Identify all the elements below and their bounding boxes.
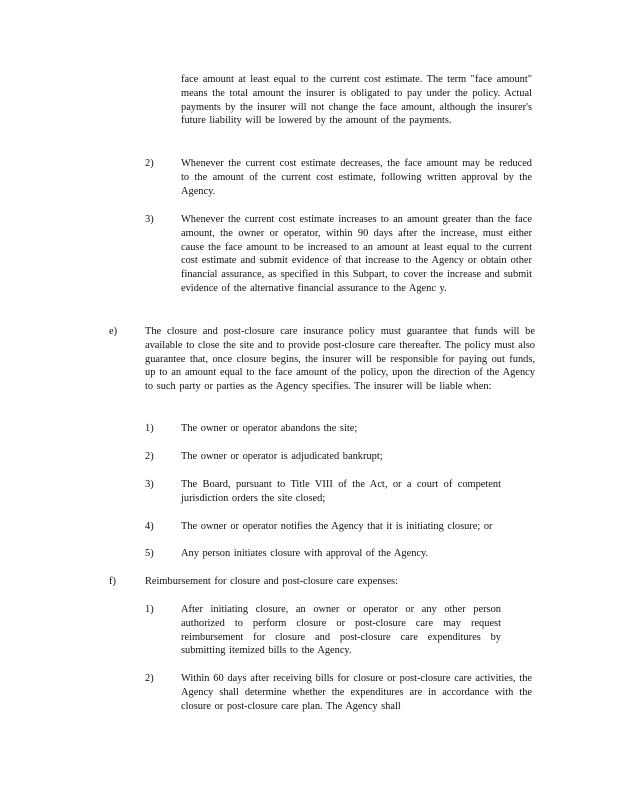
item-text: The owner or operator abandons the site; xyxy=(181,423,358,434)
item-marker: 4) xyxy=(145,521,154,532)
item-marker: 1) xyxy=(145,604,154,615)
item-text: The owner or operator notifies the Agency that it is initiating closure; or xyxy=(181,521,493,532)
item-text: Within 60 days after receiving bills for closure or post-closure care activities, the Agency shall determine whether the expenditures are in accordance with the closure or post-closure care plan. The Agency shall xyxy=(181,673,532,712)
item-marker: 2) xyxy=(145,451,154,462)
item-marker: 3) xyxy=(145,214,154,225)
continuation-paragraph: face amount at least equal to the current cost estimate. The term "face amount" means the total amount the insurer is obligated to pay under the policy. Actual payments by the insurer will not change the face amount, although the insurer's future liability will be lowered by the amount of the payments. xyxy=(181,74,532,127)
item-text: After initiating closure, an owner or operator or any other person authorized to perform closure or post-closure care may request reimbursement for closure and post-closure care expenditures by submitting itemized bills to the Agency. xyxy=(181,604,501,657)
item-marker: 5) xyxy=(145,548,154,559)
item-marker: 2) xyxy=(145,158,154,169)
section-e-marker: e) xyxy=(109,326,118,337)
item-text: The Board, pursuant to Title VIII of the Act, or a court of competent jurisdiction orders the site closed; xyxy=(181,479,501,504)
item-marker: 3) xyxy=(145,479,154,490)
section-e-text: The closure and post-closure care insurance policy must guarantee that funds will be available to close the site and to provide post-closure care thereafter. The policy must also guarantee that, once closure begins, the insurer will be responsible for paying out funds, up to an amount equal to the face amount of the policy, upon the direction of the Agency to such party or parties as the Agency specifies. The insurer will be liable when: xyxy=(145,326,535,393)
item-text: Whenever the current cost estimate decreases, the face amount may be reduced to the amount of the current cost estimate, following written approval by the Agency. xyxy=(181,158,532,197)
item-text: The owner or operator is adjudicated bankrupt; xyxy=(181,451,383,462)
item-marker: 2) xyxy=(145,673,154,684)
section-f-marker: f) xyxy=(109,576,116,587)
section-f-heading: Reimbursement for closure and post-closure care expenses: xyxy=(145,576,398,587)
item-marker: 1) xyxy=(145,423,154,434)
item-text: Any person initiates closure with approval of the Agency. xyxy=(181,548,429,559)
item-text: Whenever the current cost estimate increases to an amount greater than the face amount, the owner or operator, within 90 days after the increase, must either cause the face amount to be increased to an amount at least equal to the current cost estimate and submit evidence of that increase to the Agency or obtain other financial assurance, as specified in this Subpart, to cover the increase and submit evidence of the alternative financial assurance to the Agenc y. xyxy=(181,214,532,294)
